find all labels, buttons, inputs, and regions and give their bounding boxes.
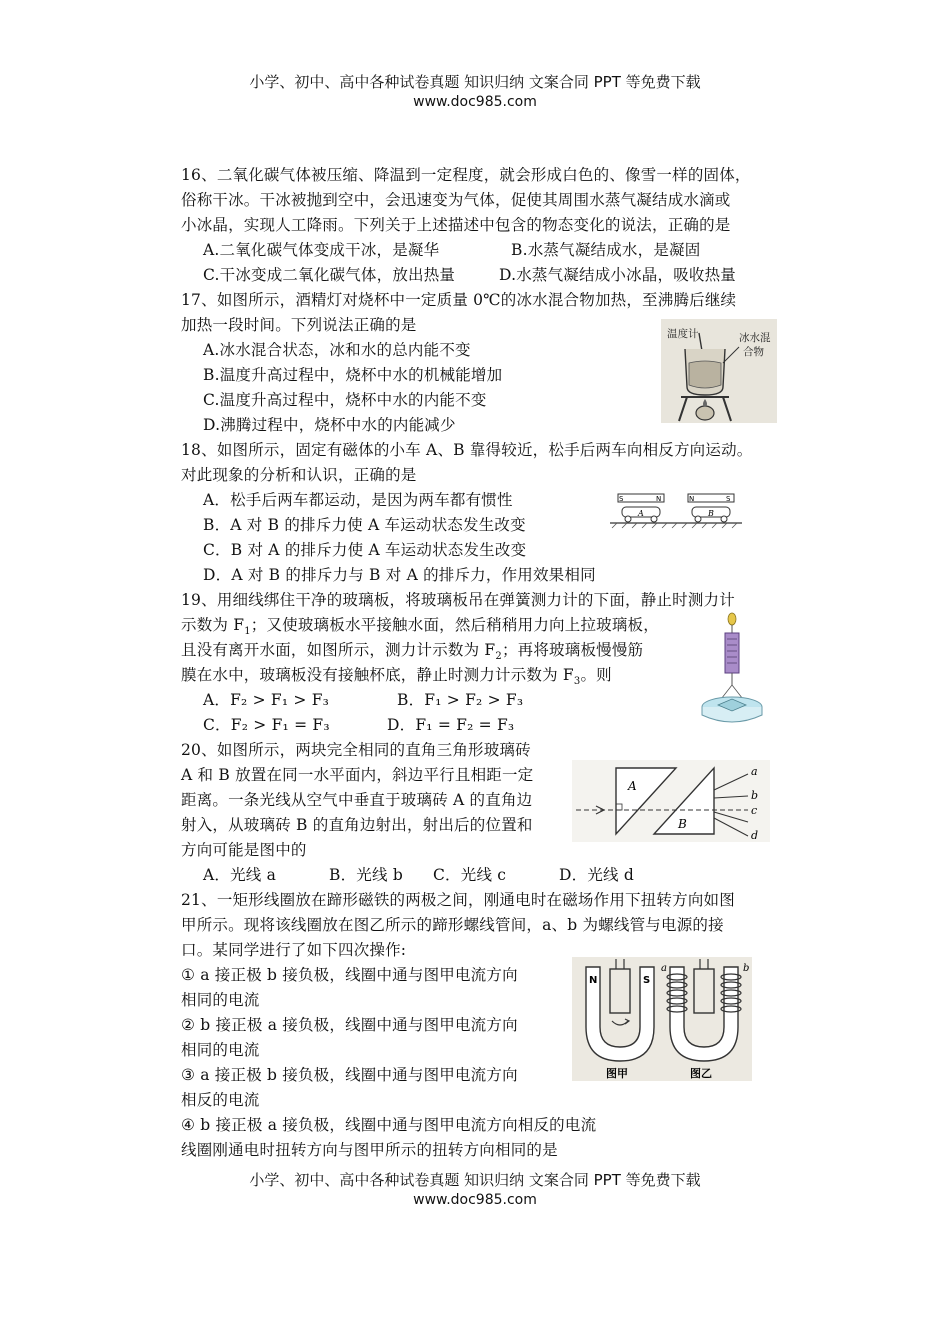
- q18-figure-cars: [610, 490, 742, 530]
- q19-line2-a: 示数为 F: [181, 616, 245, 634]
- q18-fig-car-a: A: [638, 509, 644, 518]
- q16-line3: 小冰晶，实现人工降雨。下列关于上述描述中包含的物态变化的说法，正确的是: [181, 216, 731, 234]
- q20-figure-prisms: [572, 760, 770, 842]
- page-footer: [0, 1170, 950, 1210]
- q21-op3-line2: 相反的电流: [181, 1091, 260, 1109]
- q19-option-b: B．F₁ > F₂ > F₃: [397, 691, 524, 709]
- q21-fig-yi-label: 图乙: [690, 1067, 712, 1080]
- q19-line2-b: ；又使玻璃板水平接触水面，然后稍稍用力向上拉玻璃板，: [250, 616, 659, 634]
- q16-option-b: B.水蒸气凝结成水，是凝固: [511, 241, 701, 259]
- footer-url[interactable]: www.doc985.com: [413, 1192, 537, 1208]
- q17-fig-thermometer-label: 温度计: [667, 328, 699, 340]
- page-header: [0, 72, 950, 112]
- q20-fig-prism-b: B: [678, 817, 687, 831]
- q18-line1: 18、如图所示，固定有磁体的小车 A、B 靠得较近，松手后两车向相反方向运动。: [181, 441, 753, 459]
- q17-option-b: B.温度升高过程中，烧杯中水的机械能增加: [203, 366, 503, 384]
- q18-fig-s1: N: [656, 495, 662, 503]
- header-url[interactable]: www.doc985.com: [413, 94, 537, 110]
- q19-option-a: A．F₂ > F₁ > F₃: [203, 691, 330, 709]
- q19-line3-b: ；再将玻璃板慢慢筋: [501, 641, 644, 659]
- q20-line4: 射入，从玻璃砖 B 的直角边射出，射出后的位置和: [181, 816, 533, 834]
- q16-line2: 俗称干冰。干冰被抛到空中，会迅速变为气体，促使其周围水蒸气凝结成水滴或: [181, 191, 731, 209]
- q17-fig-mixture-label2: 合物: [743, 346, 764, 358]
- q18-option-b: B．A 对 B 的排斥力使 A 车运动状态发生改变: [203, 516, 526, 534]
- q21-final-question: 线圈刚通电时扭转方向与图甲所示的扭转方向相同的是: [181, 1141, 558, 1159]
- q21-fig-jia-label: 图甲: [606, 1067, 628, 1080]
- q20-option-a: A．光线 a: [203, 866, 277, 884]
- q18-option-a: A．松手后两车都运动，是因为两车都有惯性: [203, 491, 513, 509]
- q21-line1: 21、一矩形线圈放在蹄形磁铁的两极之间，刚通电时在磁场作用下扭转方向如图: [181, 891, 735, 909]
- q19-options-ab: [203, 688, 523, 713]
- q18-fig-s2: S: [726, 495, 731, 503]
- q21-fig-n: N: [589, 975, 598, 986]
- q21-op2-line1: ② b 接正极 a 接负极，线圈中通与图甲电流方向: [181, 1016, 518, 1034]
- q16-option-c: C.干冰变成二氧化碳气体，放出热量: [203, 266, 456, 284]
- q21-figure-magnets: [572, 957, 752, 1081]
- q20-fig-ray-a: a: [751, 765, 758, 778]
- q16-options-cd: [203, 263, 736, 288]
- q17-option-d: D.沸腾过程中，烧杯中水的内能减少: [203, 416, 456, 434]
- q20-fig-ray-b: b: [751, 789, 759, 802]
- q19-line3-a: 且没有离开水面，如图所示，测力计示数为 F: [181, 641, 496, 659]
- q18-fig-car-b: B: [708, 509, 714, 518]
- q20-option-d: D．光线 d: [559, 866, 634, 884]
- q16-option-a: A.二氧化碳气体变成干冰，是凝华: [203, 241, 440, 259]
- q17-option-c: C.温度升高过程中，烧杯中水的内能不变: [203, 391, 487, 409]
- q21-op3-line1: ③ a 接正极 b 接负极，线圈中通与图甲电流方向: [181, 1066, 518, 1084]
- q19-sub2: 2: [495, 651, 502, 663]
- q19-line1: 19、用细线绑住干净的玻璃板，将玻璃板吊在弹簧测力计的下面，静止时测力计: [181, 591, 735, 609]
- q20-line3: 距离。一条光线从空气中垂直于玻璃砖 A 的直角边: [181, 791, 533, 809]
- q21-op2-line2: 相同的电流: [181, 1041, 260, 1059]
- q18-line2: 对此现象的分析和认识，正确的是: [181, 466, 417, 484]
- q16-options-ab: [203, 238, 700, 263]
- q19-options-cd: [203, 713, 514, 738]
- q21-fig-terminal-b: b: [743, 963, 750, 974]
- q20-fig-ray-c: c: [751, 804, 758, 817]
- q21-line3: 口。某同学进行了如下四次操作:: [181, 941, 407, 959]
- q17-figure-beaker: [661, 319, 777, 423]
- q19-sub3: 3: [573, 676, 581, 688]
- header-text: 小学、初中、高中各种试卷真题 知识归纳 文案合同 PPT 等免费下载: [249, 73, 701, 91]
- q20-line5: 方向可能是图中的: [181, 841, 307, 859]
- q19-option-d: D．F₁ = F₂ = F₃: [387, 716, 515, 734]
- q18-fig-n2: N: [689, 495, 695, 503]
- q19-line4-a: 膜在水中，玻璃板没有接触杯底，静止时测力计示数为 F: [181, 666, 574, 684]
- q20-fig-prism-a: A: [628, 779, 637, 793]
- q17-line1: 17、如图所示，酒精灯对烧杯中一定质量 0℃的冰水混合物加热，至沸腾后继续: [181, 291, 737, 309]
- q20-option-b: B．光线 b: [329, 866, 403, 884]
- q21-fig-terminal-a: a: [661, 963, 667, 974]
- q21-op1-line2: 相同的电流: [181, 991, 260, 1009]
- q21-op1-line1: ① a 接正极 b 接负极，线圈中通与图甲电流方向: [181, 966, 518, 984]
- q18-option-d: D．A 对 B 的排斥力与 B 对 A 的排斥力，作用效果相同: [203, 566, 596, 584]
- q20-fig-ray-d: d: [751, 829, 759, 842]
- q16-line1: 16、二氧化碳气体被压缩、降温到一定程度，就会形成白色的、像雪一样的固体，: [181, 166, 751, 184]
- q21-line2: 甲所示。现将该线圈放在图乙所示的蹄形螺线管间，a、b 为螺线管与电源的接: [181, 916, 724, 934]
- footer-text: 小学、初中、高中各种试卷真题 知识归纳 文案合同 PPT 等免费下载: [249, 1171, 701, 1189]
- q17-option-a: A.冰水混合状态，冰和水的总内能不变: [203, 341, 471, 359]
- q20-options: [203, 863, 634, 888]
- q18-fig-n1: S: [619, 495, 624, 503]
- q20-line2: A 和 B 放置在同一水平面内，斜边平行且相距一定: [181, 766, 534, 784]
- q20-line1: 20、如图所示，两块完全相同的直角三角形玻璃砖: [181, 741, 531, 759]
- q21-fig-s: S: [643, 975, 651, 986]
- q17-line2: 加热一段时间。下列说法正确的是: [181, 316, 417, 334]
- q21-op4: ④ b 接正极 a 接负极，线圈中通与图甲电流方向相反的电流: [181, 1116, 597, 1134]
- q19-figure-spring-scale: [700, 611, 770, 731]
- q19-sub1: 1: [244, 626, 251, 638]
- q20-option-c: C．光线 c: [433, 866, 507, 884]
- q16-option-d: D.水蒸气凝结成小冰晶，吸收热量: [499, 266, 737, 284]
- q19-option-c: C．F₂ > F₁ = F₃: [203, 716, 330, 734]
- q18-option-c: C．B 对 A 的排斥力使 A 车运动状态发生改变: [203, 541, 527, 559]
- q19-line4-b: 。则: [580, 666, 612, 684]
- q17-fig-mixture-label1: 冰水混: [739, 332, 771, 344]
